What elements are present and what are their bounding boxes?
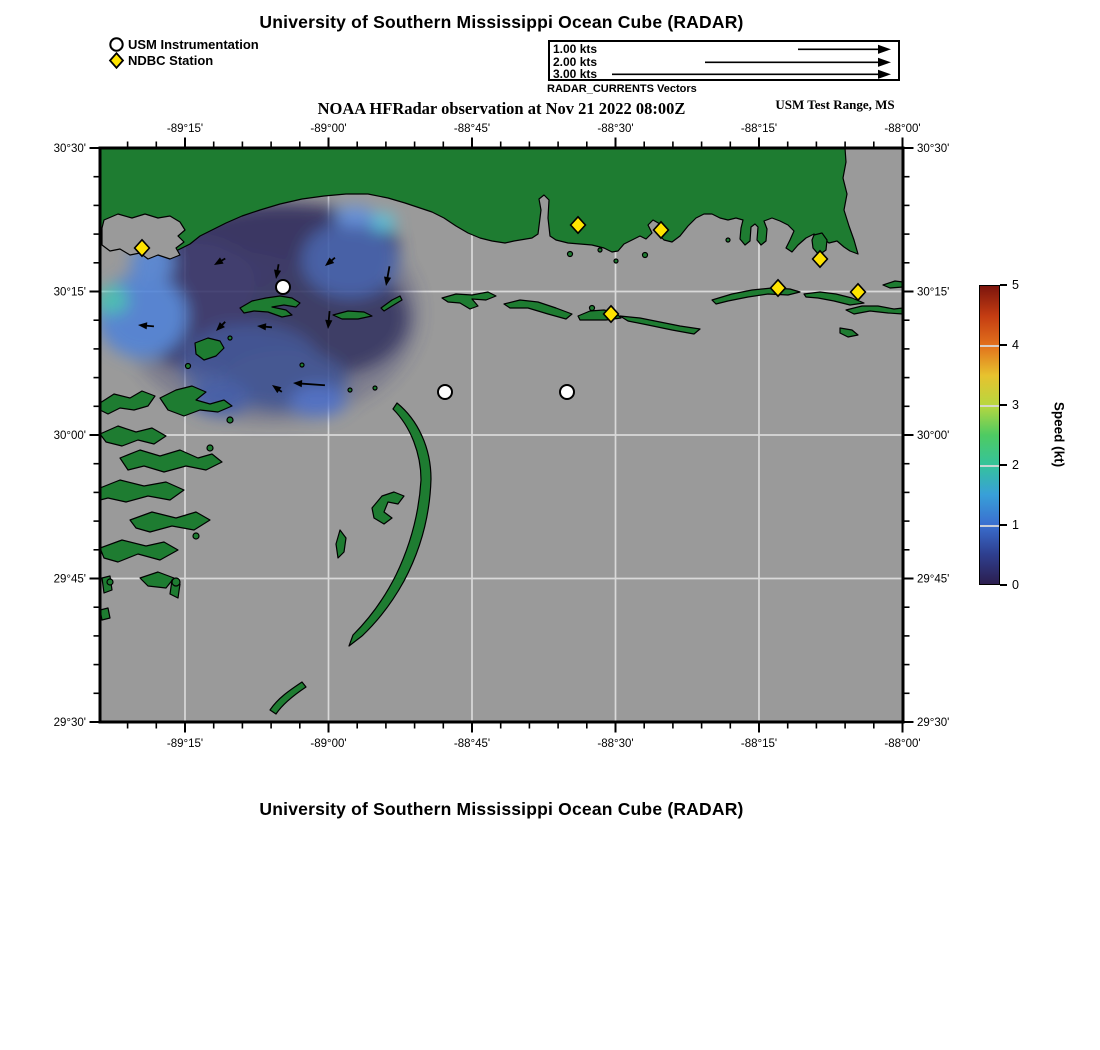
observation-subtitle: NOAA HFRadar observation at Nov 21 2022 08:00Z — [317, 99, 686, 118]
vector-scale-box — [548, 40, 900, 81]
colorbar-tick-label: 5 — [1012, 278, 1019, 292]
vector-scale-label-3: 3.00 kts — [553, 67, 598, 82]
vector-scale-arrow-1 — [553, 43, 893, 56]
speed-colorbar — [979, 285, 1000, 585]
vector-scale-arrow-3 — [553, 68, 893, 81]
vector-scale-row-2 — [553, 56, 898, 69]
y-axis-label-left: 29°30' — [53, 717, 86, 729]
usm-instrumentation-marker — [560, 385, 574, 399]
ndbc-diamond-icon — [108, 52, 125, 69]
colorbar-tick — [1000, 524, 1007, 526]
x-axis-label-bottom: -89°15' — [166, 738, 204, 750]
x-axis-label-top: -88°30' — [597, 123, 634, 135]
footer-title: University of Southern Mississippi Ocean Cube (RADAR) — [259, 799, 744, 819]
colorbar-tick-label: 1 — [1012, 518, 1019, 532]
y-axis-label-right: 30°30' — [917, 143, 950, 155]
legend-label-ndbc: NDBC Station — [128, 52, 214, 68]
x-axis-label-top: -88°00' — [884, 123, 921, 135]
x-axis-label-bottom: -88°30' — [597, 738, 634, 750]
y-axis-label-left: 30°15' — [53, 286, 86, 299]
colorbar-tick — [1000, 404, 1007, 406]
x-axis-label-top: -88°45' — [453, 123, 491, 135]
y-axis-label-right: 30°00' — [917, 430, 950, 442]
vector-scale-label-2: 2.00 kts — [553, 54, 598, 69]
y-axis-label-left: 30°00' — [53, 430, 86, 442]
colorbar-tick — [1000, 284, 1007, 286]
test-range-label: USM Test Range, MS — [775, 97, 895, 112]
x-axis-label-bottom: -88°00' — [884, 738, 921, 750]
y-axis-label-right: 29°30' — [917, 717, 950, 729]
colorbar-tick — [1000, 584, 1007, 586]
x-axis-label-bottom: -88°15' — [740, 738, 778, 750]
y-axis-label-left: 29°45' — [53, 573, 86, 586]
vector-scale-caption: RADAR_CURRENTS Vectors — [547, 83, 697, 95]
vector-scale-label-1: 1.00 kts — [553, 42, 598, 56]
vector-scale-row-1 — [553, 43, 898, 56]
map-legend — [108, 36, 259, 68]
scale-arrow-head — [878, 70, 891, 79]
map-svg — [55, 114, 955, 762]
colorbar-tick-label: 3 — [1012, 398, 1019, 412]
vector-scale-arrow-2 — [553, 56, 893, 69]
usm-circle-icon — [108, 36, 125, 53]
colorbar-gridline — [980, 525, 999, 527]
y-axis-label-right: 29°45' — [917, 573, 950, 586]
colorbar-gridline — [980, 345, 999, 347]
legend-item-usm — [108, 36, 259, 52]
colorbar-tick-label: 4 — [1012, 338, 1019, 352]
y-axis-label-right: 30°15' — [917, 286, 950, 299]
scale-arrow-head — [878, 57, 891, 66]
x-axis-label-bottom: -89°00' — [310, 738, 347, 750]
colorbar-tick — [1000, 464, 1007, 466]
colorbar-gridline — [980, 405, 999, 407]
usm-instrumentation-marker — [276, 280, 290, 294]
x-axis-label-bottom: -88°45' — [453, 738, 491, 750]
x-axis-label-top: -88°15' — [740, 123, 778, 135]
colorbar-tick-label: 0 — [1012, 578, 1019, 592]
scale-arrow-head — [878, 45, 891, 54]
colorbar-tick-label: 2 — [1012, 458, 1019, 472]
legend-label-usm: USM Instrumentation — [128, 36, 259, 52]
colorbar-tick — [1000, 344, 1007, 346]
vector-scale-row-3 — [553, 68, 898, 81]
x-axis-label-top: -89°15' — [166, 123, 204, 135]
colorbar-gridline — [980, 465, 999, 467]
y-axis-label-left: 30°30' — [53, 143, 86, 155]
map-area — [55, 114, 955, 762]
usm-instrumentation-marker — [438, 385, 452, 399]
colorbar-title: Speed (kt) — [1051, 401, 1067, 468]
x-axis-label-top: -89°00' — [310, 123, 347, 135]
page-title: University of Southern Mississippi Ocean Cube (RADAR) — [259, 12, 744, 32]
legend-item-ndbc — [108, 52, 259, 68]
